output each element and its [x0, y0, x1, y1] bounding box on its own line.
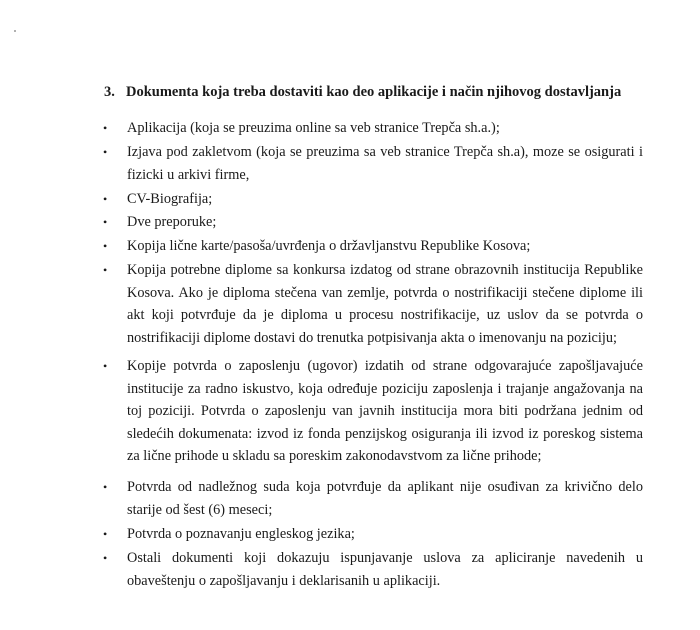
list-item [103, 259, 643, 349]
bullet-icon: • [103, 359, 108, 373]
bullet-icon: • [103, 192, 108, 206]
list-item [103, 188, 643, 211]
bullet-icon: • [103, 215, 108, 229]
list-item-text: Dve preporuke; [127, 214, 217, 230]
section-title: Dokumenta koja treba dostaviti kao deo aplikacije i način njihovog dostavljanja [126, 84, 622, 100]
list-item-text: Izjava pod zakletvom (koja se preuzima sa veb stranice Trepča sh.a), moze se osigurati i fizicki u arkivi firme, [127, 144, 643, 183]
list-item-text: Potvrda od nadležnog suda koja potvrđuje da aplikant nije osuđivan za krivično delo starije od šest (6) meseci; [127, 479, 643, 518]
bullet-icon: • [103, 239, 108, 253]
list-item [103, 547, 643, 592]
list-item-text: Potvrda o poznavanju engleskog jezika; [127, 526, 355, 542]
list-item [103, 117, 643, 140]
list-item-text: Kopije potvrda o zaposlenju (ugovor) izdatih od strane odgovarajuće zapošljavajuće institucije za radno iskustvo, koja određuje poziciju zaposlenja i trajanje angažovanja na toj poziciji. Potvrda o zaposlenju van javnih institucija mora biti podržana jednim od sledećih dokumenata: izvod iz fonda penzijskog osiguranja ili izvod iz poreskog sistema za lične prihode u skladu sa poreskim zakonodavstvom za lične prihode; [127, 358, 643, 464]
list-item-text: Ostali dokumenti koji dokazuju ispunjavanje uslova za apliciranje navedenih u obaveštenju o zapošljavanju i deklarisanih u aplikaciji. [127, 550, 643, 589]
section-heading [104, 84, 621, 101]
bullet-icon: • [103, 121, 108, 135]
list-item-text: Kopija lične karte/pasoša/uvrđenja o državljanstvu Republike Kosova; [127, 238, 531, 254]
bullet-icon: • [103, 145, 108, 159]
section-number: 3. [104, 84, 115, 100]
list-item [103, 355, 643, 468]
bullet-icon: • [103, 527, 108, 541]
scan-speck [14, 30, 16, 32]
list-item-text: Kopija potrebne diplome sa konkursa izdatog od strane obrazovnih institucija Republike Kosova. Ako je diploma stečena van zemlje, potvrda o nostrifikaciji stečene diplome ili akt koji potvrđuje da je diploma u procesu nostrifikacije, uz uslov da se potvrda o nostrifikaciji diplome dostavi do trenutka potpisivanja akta o imenovanju na poziciju; [127, 262, 643, 346]
list-item [103, 523, 643, 546]
list-item-text: Aplikacija (koja se preuzima online sa veb stranice Trepča sh.a.); [127, 120, 500, 136]
list-item [103, 476, 643, 521]
bullet-icon: • [103, 551, 108, 565]
list-item [103, 211, 643, 234]
bullet-icon: • [103, 480, 108, 494]
bullet-icon: • [103, 263, 108, 277]
list-item-text: CV-Biografija; [127, 191, 213, 207]
list-item [103, 141, 643, 186]
list-item [103, 235, 643, 258]
